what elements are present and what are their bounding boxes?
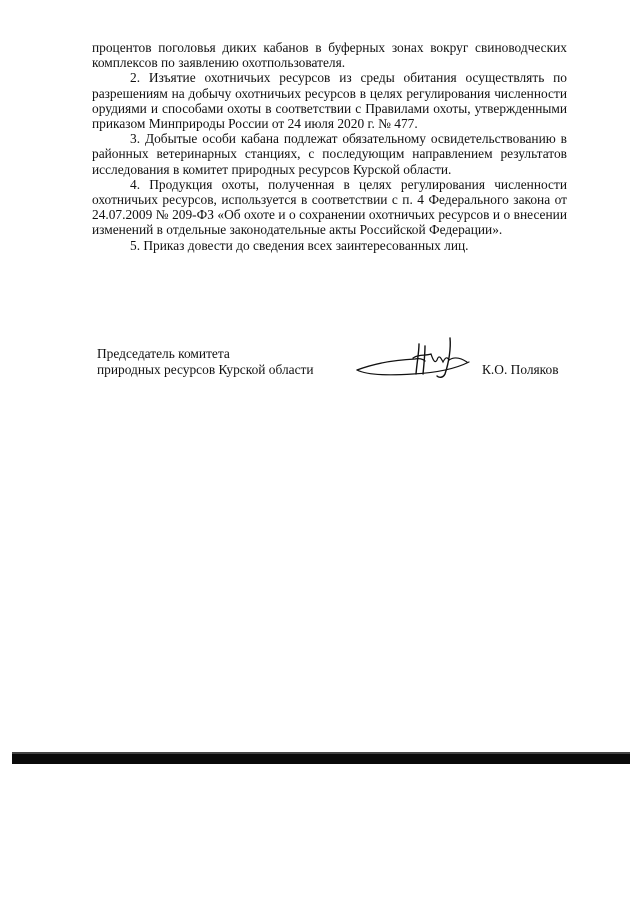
signer-title-line-1: Председатель комитета [97,346,230,361]
paragraph-item-4: 4. Продукция охоты, полученная в целях регулирования численности охотничьих ресурсов, используется в соответствии с п. 4 Федерального закона от 24.07.2009 № 209-ФЗ «Об охоте и о сохранении охотничьих ресурсов и о внесении изменений в отдельные законодательные акты Российской Федерации». [92,176,567,238]
paragraph-continuation: процентов поголовья диких кабанов в буферных зонах вокруг свиноводческих комплексов по заявлению охотпользователя. [92,40,567,71]
document-body [92,40,567,253]
signer-name: К.О. Поляков [482,361,559,377]
paragraph-item-3: 3. Добытые особи кабана подлежат обязательному освидетельствованию в районных ветеринарных станциях, с последующим направлением результатов исследования в комитет природных ресурсов Курской области. [92,131,567,177]
scan-bottom-bar [12,754,630,764]
signer-title-line-2: природных ресурсов Курской области [97,361,314,377]
signer-title [97,346,314,377]
handwritten-signature [353,334,473,384]
paragraph-item-2: 2. Изъятие охотничьих ресурсов из среды обитания осуществлять по разрешениям на добычу охотничьих ресурсов в целях регулирования численности орудиями и способами охоты в соответствии с Правилами охоты, утвержденными приказом Минприроды России от 24 июля 2020 г. № 477. [92,70,567,132]
signature-block [97,346,572,386]
paragraph-item-5: 5. Приказ довести до сведения всех заинтересованных лиц. [130,237,469,253]
